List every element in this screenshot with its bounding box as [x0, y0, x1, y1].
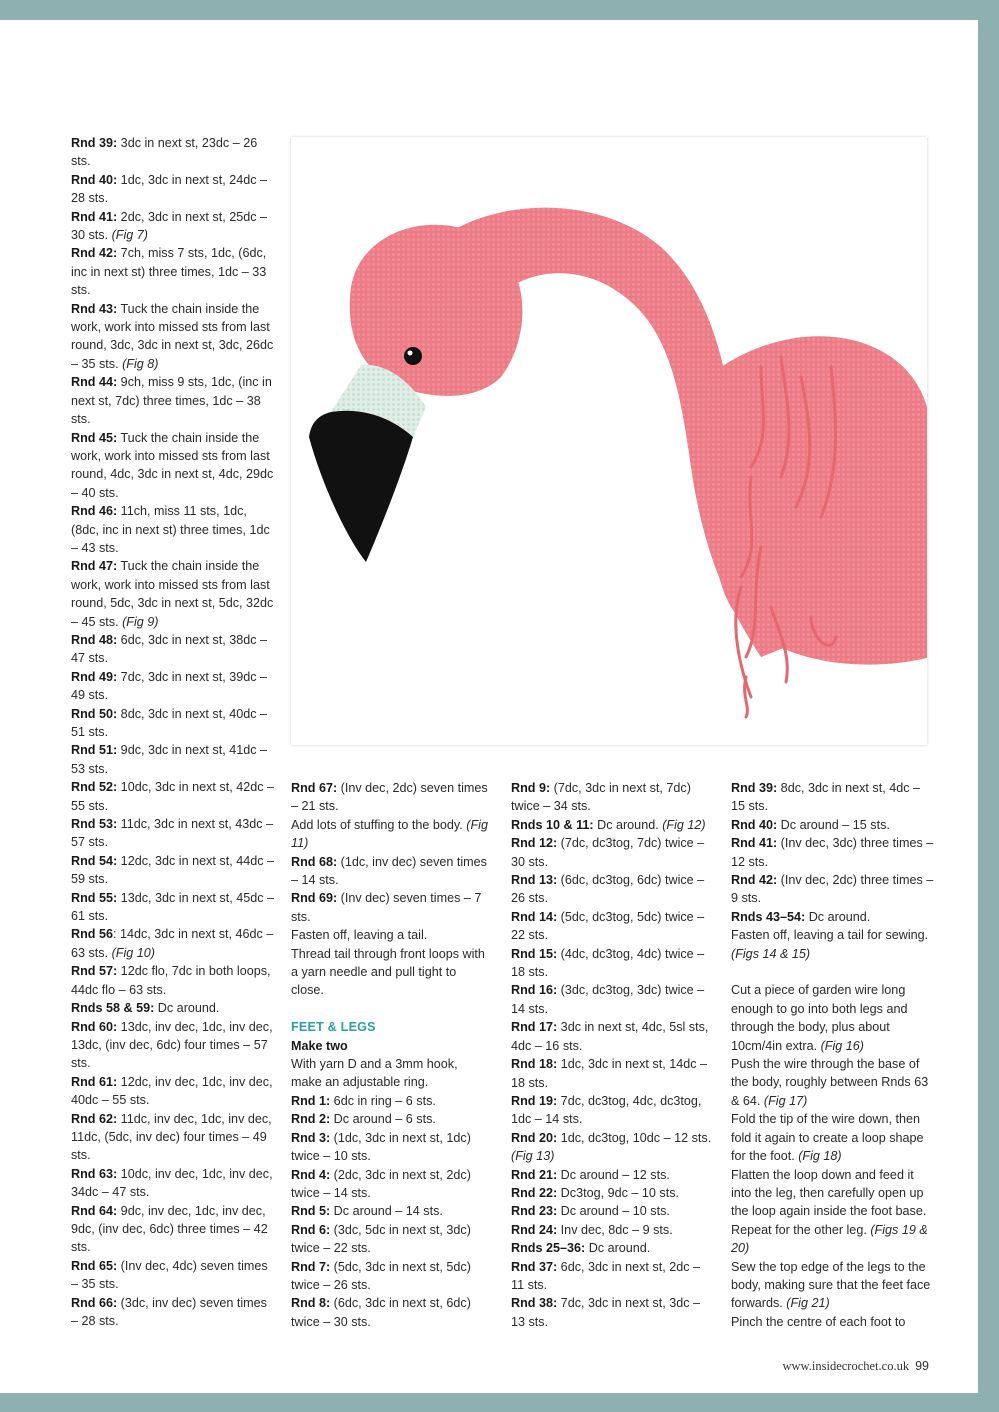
- round-label: Rnd 14:: [511, 909, 558, 924]
- instruction-text: Dc around.: [593, 817, 663, 832]
- instruction-text: 6dc in ring – 6 sts.: [330, 1093, 436, 1108]
- round-label: Rnd 9:: [511, 781, 551, 795]
- round-label: Rnd 51:: [71, 743, 118, 758]
- instruction-text: 1dc, 3dc in next st, 14dc – 18 sts.: [511, 1057, 708, 1090]
- round-label: Rnd 8:: [291, 1296, 331, 1311]
- instruction-line: [731, 926, 936, 963]
- round-label: Rnd 66:: [71, 1295, 118, 1310]
- instruction-text: 3dc in next st, 4dc, 5sl sts, 4dc – 16 sts.: [511, 1020, 709, 1053]
- instruction-text: (6dc, 3dc in next st, 6dc) twice – 30 sts.: [291, 1296, 471, 1329]
- round-label: Rnd 16:: [511, 983, 558, 998]
- instruction-text: (1dc, inv dec) seven times – 14 sts.: [291, 854, 487, 888]
- instruction-text: Dc around – 10 sts.: [557, 1204, 670, 1219]
- instruction-line: [291, 853, 491, 890]
- instruction-line: [291, 1294, 491, 1331]
- instruction-line: [71, 705, 276, 742]
- round-label: Rnd 23:: [511, 1204, 558, 1219]
- instruction-line: [731, 1055, 936, 1110]
- instruction-line: [291, 889, 491, 926]
- instruction-text: Dc around.: [585, 1241, 651, 1256]
- round-label: Rnds 58 & 59:: [71, 1001, 155, 1016]
- round-label: Rnd 42:: [731, 873, 778, 888]
- instruction-text: Cut a piece of garden wire long enough to go into both legs and through the body, plus about 10cm/4in extra.: [731, 983, 908, 1053]
- instruction-text: (Inv dec, 3dc) three times – 12 sts.: [731, 836, 934, 869]
- figure-reference: (Fig 21): [786, 1296, 830, 1311]
- instruction-line: [71, 1165, 276, 1202]
- instruction-line: [511, 1129, 716, 1166]
- instruction-text: Dc around – 14 sts.: [330, 1204, 443, 1219]
- figure-reference: (Fig 10): [111, 945, 155, 960]
- instruction-text: 11dc, inv dec, 1dc, inv dec, 11dc, (5dc, inv dec) four times – 49 sts.: [71, 1111, 272, 1163]
- instruction-text: 11dc, 3dc in next st, 43dc – 57 sts.: [71, 817, 274, 850]
- instruction-text: (5dc, 3dc in next st, 5dc) twice – 26 sts.: [291, 1259, 471, 1292]
- column-2: [291, 779, 491, 1331]
- round-label: Rnd 3:: [291, 1130, 331, 1145]
- round-label: Rnd 19:: [511, 1093, 558, 1108]
- round-label: Rnd 67:: [291, 781, 338, 795]
- instruction-line: [291, 926, 491, 944]
- round-label: Rnd 63:: [71, 1166, 118, 1181]
- round-label: Rnd 12:: [511, 836, 558, 851]
- round-label: Rnd 18:: [511, 1057, 558, 1072]
- round-label: Rnd 15:: [511, 946, 558, 961]
- instruction-text: : 14dc, 3dc in next st, 46dc – 63 sts.: [71, 927, 274, 960]
- round-label: Rnds 43–54:: [731, 909, 806, 924]
- instruction-text: (6dc, dc3tog, 6dc) twice – 26 sts.: [511, 873, 705, 906]
- instruction-line: [71, 429, 276, 503]
- round-label: Rnd 49:: [71, 669, 118, 684]
- instruction-text: (Inv dec, 2dc) seven times – 21 sts.: [291, 781, 488, 814]
- round-label: Rnd 38:: [511, 1296, 558, 1311]
- round-label: Rnd 65:: [71, 1258, 118, 1273]
- instruction-line: [71, 502, 276, 557]
- instruction-line: [291, 1166, 491, 1203]
- round-label: Rnd 42:: [71, 246, 118, 261]
- instruction-text: Dc around.: [154, 1001, 220, 1016]
- instruction-line: [511, 1184, 716, 1202]
- round-label: Rnd 5:: [291, 1204, 331, 1219]
- page-deckle-edge: [978, 20, 999, 1393]
- figure-reference: (Fig 11): [291, 817, 488, 851]
- round-label: Rnd 40:: [731, 817, 778, 832]
- round-label: Rnd 1:: [291, 1093, 331, 1108]
- instruction-text: Tuck the chain inside the work, work into missed sts from last round, 5dc, 3dc in next st, 5dc, 32dc – 45 sts.: [71, 559, 274, 629]
- instruction-text: Dc around – 6 sts.: [330, 1112, 436, 1127]
- instruction-line: [731, 981, 936, 1055]
- round-label: Rnd 4:: [291, 1167, 331, 1182]
- instruction-text: 12dc flo, 7dc in both loops, 44dc flo – 63 sts.: [71, 964, 271, 997]
- page-footer: [783, 1359, 930, 1374]
- website-url: www.insidecrochet.co.uk: [782, 1359, 910, 1373]
- figure-reference: (Fig 8): [122, 356, 159, 371]
- top-border: [0, 0, 999, 20]
- instruction-text: 7dc, 3dc in next st, 3dc – 13 sts.: [511, 1296, 700, 1329]
- round-label: Rnd 55:: [71, 890, 118, 905]
- figure-reference: (Figs 19 & 20): [731, 1222, 928, 1256]
- instruction-text: Dc around.: [805, 909, 871, 924]
- instruction-line: [511, 834, 716, 871]
- instruction-line: [71, 999, 276, 1017]
- instruction-text: 10dc, inv dec, 1dc, inv dec, 34dc – 47 sts.: [71, 1166, 273, 1200]
- instruction-text: (7dc, dc3tog, 7dc) twice – 30 sts.: [511, 836, 705, 869]
- figure-reference: (Fig 9): [122, 614, 159, 629]
- instruction-text: Dc around – 15 sts.: [777, 817, 890, 832]
- instruction-line: [291, 1221, 491, 1258]
- round-label: Rnd 61:: [71, 1074, 118, 1089]
- instruction-text: Push the wire through the base of the body, roughly between Rnds 63 & 64.: [731, 1057, 929, 1108]
- instruction-line: [511, 908, 716, 945]
- round-label: Rnd 21:: [511, 1167, 558, 1182]
- instruction-line: [511, 1221, 716, 1239]
- round-label: Rnd 45:: [71, 430, 118, 445]
- instruction-text: (7dc, 3dc in next st, 7dc) twice – 34 sts.: [511, 781, 691, 814]
- instruction-line: [511, 1018, 716, 1055]
- instruction-line: [511, 1294, 716, 1331]
- instruction-text: 9dc, 3dc in next st, 41dc – 53 sts.: [71, 743, 268, 776]
- instruction-text: (Inv dec) seven times – 7 sts.: [291, 891, 482, 924]
- instruction-line: [71, 925, 276, 962]
- round-label: Rnd 46:: [71, 504, 118, 519]
- round-label: Rnd 40:: [71, 172, 118, 187]
- instruction-text: (4dc, dc3tog, 4dc) twice – 18 sts.: [511, 946, 705, 980]
- instruction-line: [71, 1018, 276, 1073]
- flamingo-illustration-icon: [291, 137, 927, 745]
- instruction-line: [71, 1110, 276, 1165]
- instruction-text: 2dc, 3dc in next st, 25dc – 30 sts.: [71, 209, 268, 243]
- column-4-top: [731, 779, 936, 963]
- instruction-text: (3dc, dc3tog, 3dc) twice – 14 sts.: [511, 983, 705, 1016]
- instruction-text: 8dc, 3dc in next st, 4dc – 15 sts.: [731, 781, 920, 814]
- instruction-line: [71, 889, 276, 926]
- figure-reference: (Figs 14 & 15): [731, 946, 811, 961]
- figure-reference: (Fig 16): [820, 1038, 864, 1053]
- instruction-line: [731, 1313, 936, 1331]
- instruction-line: [511, 1258, 716, 1295]
- round-label: Rnd 57:: [71, 964, 118, 979]
- round-label: Rnd 69:: [291, 891, 338, 906]
- instruction-line: [511, 1092, 716, 1129]
- round-label: Rnd 68:: [291, 854, 338, 869]
- instruction-line: [291, 1258, 491, 1295]
- round-label: Rnd 44:: [71, 375, 118, 390]
- instruction-text: 13dc, inv dec, 1dc, inv dec, 13dc, (inv dec, 6dc) four times – 57 sts.: [71, 1019, 273, 1071]
- round-label: Rnd 39:: [731, 781, 778, 795]
- instruction-line: [71, 171, 276, 208]
- round-label: Rnd 37:: [511, 1259, 558, 1274]
- round-label: Rnd 6:: [291, 1222, 331, 1237]
- round-label: Rnd 47:: [71, 559, 118, 574]
- instruction-text: (1dc, 3dc in next st, 1dc) twice – 10 sts.: [291, 1130, 471, 1164]
- instruction-line: [731, 816, 936, 834]
- instruction-line: [71, 300, 276, 374]
- instruction-line: [731, 1166, 936, 1258]
- make-two-label: Make two: [291, 1038, 348, 1053]
- instruction-line: [71, 741, 276, 778]
- round-label: Rnd 2:: [291, 1112, 331, 1127]
- round-label: Rnd 60:: [71, 1019, 118, 1034]
- figure-reference: (Fig 12): [662, 817, 706, 832]
- instruction-line: [291, 1110, 491, 1128]
- instruction-line: [511, 1166, 716, 1184]
- column-4-bottom: [731, 981, 936, 1331]
- instruction-line: [511, 945, 716, 982]
- bottom-border: [0, 1393, 999, 1412]
- instruction-text: Add lots of stuffing to the body.: [291, 817, 467, 832]
- instruction-text: 1dc, dc3tog, 10dc – 12 sts.: [557, 1130, 712, 1145]
- figure-reference: (Fig 17): [763, 1093, 808, 1108]
- instruction-text: (5dc, dc3tog, 5dc) twice – 22 sts.: [511, 909, 705, 943]
- instruction-text: 6dc, 3dc in next st, 2dc – 11 sts.: [511, 1259, 700, 1292]
- instruction-text: 6dc, 3dc in next st, 38dc – 47 sts.: [71, 632, 268, 666]
- instruction-line: [731, 908, 936, 926]
- flamingo-photo: [291, 137, 927, 745]
- instruction-text: Sew the top edge of the legs to the body, making sure that the feet face forwards.: [731, 1259, 931, 1311]
- round-label: Rnd 64:: [71, 1203, 118, 1218]
- instruction-text: 1dc, 3dc in next st, 24dc – 28 sts.: [71, 172, 268, 206]
- instruction-text: 7dc, 3dc in next st, 39dc – 49 sts.: [71, 669, 268, 703]
- instruction-line: [71, 1202, 276, 1257]
- instruction-line: [71, 815, 276, 852]
- instruction-line: [731, 779, 936, 816]
- round-label: Rnd 7:: [291, 1259, 331, 1274]
- column-4: [731, 779, 936, 1331]
- instruction-line: [71, 1073, 276, 1110]
- round-label: Rnd 22:: [511, 1185, 558, 1200]
- instruction-text: Tuck the chain inside the work, work into missed sts from last round, 4dc, 3dc in next st, 4dc, 29dc – 40 sts.: [71, 430, 274, 500]
- round-label: Rnds 10 & 11:: [511, 817, 594, 832]
- instruction-text: 7dc, dc3tog, 4dc, dc3tog, 1dc – 14 sts.: [511, 1093, 702, 1127]
- instruction-line: [291, 1092, 491, 1110]
- figure-reference: (Fig 13): [511, 1149, 555, 1164]
- instruction-line: [731, 1110, 936, 1165]
- round-label: Rnd 52:: [71, 780, 118, 795]
- instruction-text: 8dc, 3dc in next st, 40dc – 51 sts.: [71, 706, 268, 739]
- instruction-line: [71, 1257, 276, 1294]
- instruction-line: [71, 244, 276, 299]
- instruction-line: [511, 1202, 716, 1220]
- instruction-line: [731, 1258, 936, 1313]
- round-label: Rnd 54:: [71, 853, 118, 868]
- instruction-text: With yarn D and a 3mm hook, make an adjustable ring.: [291, 1057, 458, 1090]
- instruction-text: 9ch, miss 9 sts, 1dc, (inc in next st, 7dc) three times, 1dc – 38 sts.: [71, 375, 272, 427]
- instruction-line: [731, 834, 936, 871]
- instruction-text: Pinch the centre of each foot to: [731, 1314, 906, 1329]
- instruction-line: [511, 871, 716, 908]
- instruction-text: 11ch, miss 11 sts, 1dc, (8dc, inc in next st) three times, 1dc – 43 sts.: [71, 504, 270, 555]
- instruction-line: [511, 779, 716, 816]
- instruction-text: (Inv dec, 2dc) three times – 9 sts.: [731, 873, 934, 906]
- instruction-text: (2dc, 3dc in next st, 2dc) twice – 14 sts.: [291, 1167, 471, 1200]
- instruction-line: [291, 1129, 491, 1166]
- instruction-text: 7ch, miss 7 sts, 1dc, (6dc, inc in next st) three times, 1dc – 33 sts.: [71, 246, 267, 298]
- round-label: Rnd 24:: [511, 1222, 558, 1237]
- instruction-line: [71, 373, 276, 428]
- instruction-text: 13dc, 3dc in next st, 45dc – 61 sts.: [71, 890, 275, 924]
- instruction-text: Inv dec, 8dc – 9 sts.: [557, 1222, 673, 1237]
- instruction-line: [71, 557, 276, 631]
- instruction-text: Flatten the loop down and feed it into the leg, then carefully open up the loop again inside the foot base. Repeat for the other leg.: [731, 1167, 927, 1237]
- instruction-line: [71, 668, 276, 705]
- feet-legs-heading: FEET & LEGS: [291, 1020, 376, 1035]
- instruction-text: Fasten off, leaving a tail for sewing.: [731, 928, 929, 943]
- round-label: Rnd 20:: [511, 1130, 558, 1145]
- instruction-line: [71, 778, 276, 815]
- instruction-text: Tuck the chain inside the work, work into missed sts from last round, 3dc, 3dc in next st, 3dc, 26dc – 35 sts.: [71, 301, 274, 371]
- instruction-text: Fold the tip of the wire down, then fold it again to create a loop shape for the foot.: [731, 1112, 924, 1164]
- column-2-top: [291, 779, 491, 1000]
- instruction-line: [71, 962, 276, 999]
- instruction-line: [291, 1202, 491, 1220]
- round-label: Rnd 43:: [71, 301, 118, 316]
- round-label: Rnd 41:: [731, 836, 778, 851]
- round-label: Rnd 13:: [511, 873, 558, 888]
- instruction-text: Dc around – 12 sts.: [557, 1167, 670, 1182]
- instruction-text: Dc3tog, 9dc – 10 sts.: [557, 1185, 679, 1200]
- instruction-text: 12dc, 3dc in next st, 44dc – 59 sts.: [71, 853, 275, 887]
- instruction-line: [71, 631, 276, 668]
- instruction-line: [291, 779, 491, 816]
- round-label: Rnd 50:: [71, 706, 118, 721]
- page-number: 99: [915, 1359, 929, 1373]
- round-label: Rnd 41:: [71, 209, 118, 224]
- instruction-text: Fasten off, leaving a tail.: [291, 928, 428, 943]
- instruction-line: [71, 852, 276, 889]
- instruction-line: [291, 816, 491, 853]
- instruction-text: Thread tail through front loops with a yarn needle and pull tight to close.: [291, 946, 485, 998]
- instruction-text: 10dc, 3dc in next st, 42dc – 55 sts.: [71, 780, 275, 813]
- instruction-line: [291, 945, 491, 1000]
- instruction-text: 9dc, inv dec, 1dc, inv dec, 9dc, (inv dec, 6dc) three times – 42 sts.: [71, 1203, 268, 1255]
- instruction-line: [511, 1239, 716, 1257]
- instruction-text: (Inv dec, 4dc) seven times – 35 sts.: [71, 1258, 268, 1292]
- round-label: Rnd 48:: [71, 632, 118, 647]
- column-3: [511, 779, 716, 1331]
- round-label: Rnd 62:: [71, 1111, 118, 1126]
- instruction-line: [71, 1294, 276, 1331]
- instruction-line: [511, 981, 716, 1018]
- instruction-line: [511, 1055, 716, 1092]
- round-label: Rnd 17:: [511, 1020, 558, 1035]
- round-label: Rnd 39:: [71, 136, 118, 150]
- instruction-text: 12dc, inv dec, 1dc, inv dec, 40dc – 55 sts.: [71, 1074, 273, 1108]
- instruction-line: [71, 208, 276, 245]
- round-label: Rnd 53:: [71, 817, 118, 832]
- round-label: Rnds 25–36:: [511, 1241, 586, 1256]
- column-1: [71, 134, 276, 1330]
- figure-reference: (Fig 18): [798, 1149, 842, 1164]
- round-label: Rnd 56: [71, 927, 113, 942]
- instruction-line: [71, 134, 276, 171]
- instruction-line: [291, 1055, 491, 1092]
- figure-reference: (Fig 7): [111, 228, 148, 243]
- instruction-line: [731, 871, 936, 908]
- instruction-text: 3dc in next st, 23dc – 26 sts.: [71, 136, 258, 169]
- instruction-text: (3dc, inv dec) seven times – 28 sts.: [71, 1295, 267, 1328]
- instruction-text: (3dc, 5dc in next st, 3dc) twice – 22 sts.: [291, 1222, 471, 1256]
- column-2-bottom: [291, 1055, 491, 1331]
- instruction-line: [511, 816, 716, 834]
